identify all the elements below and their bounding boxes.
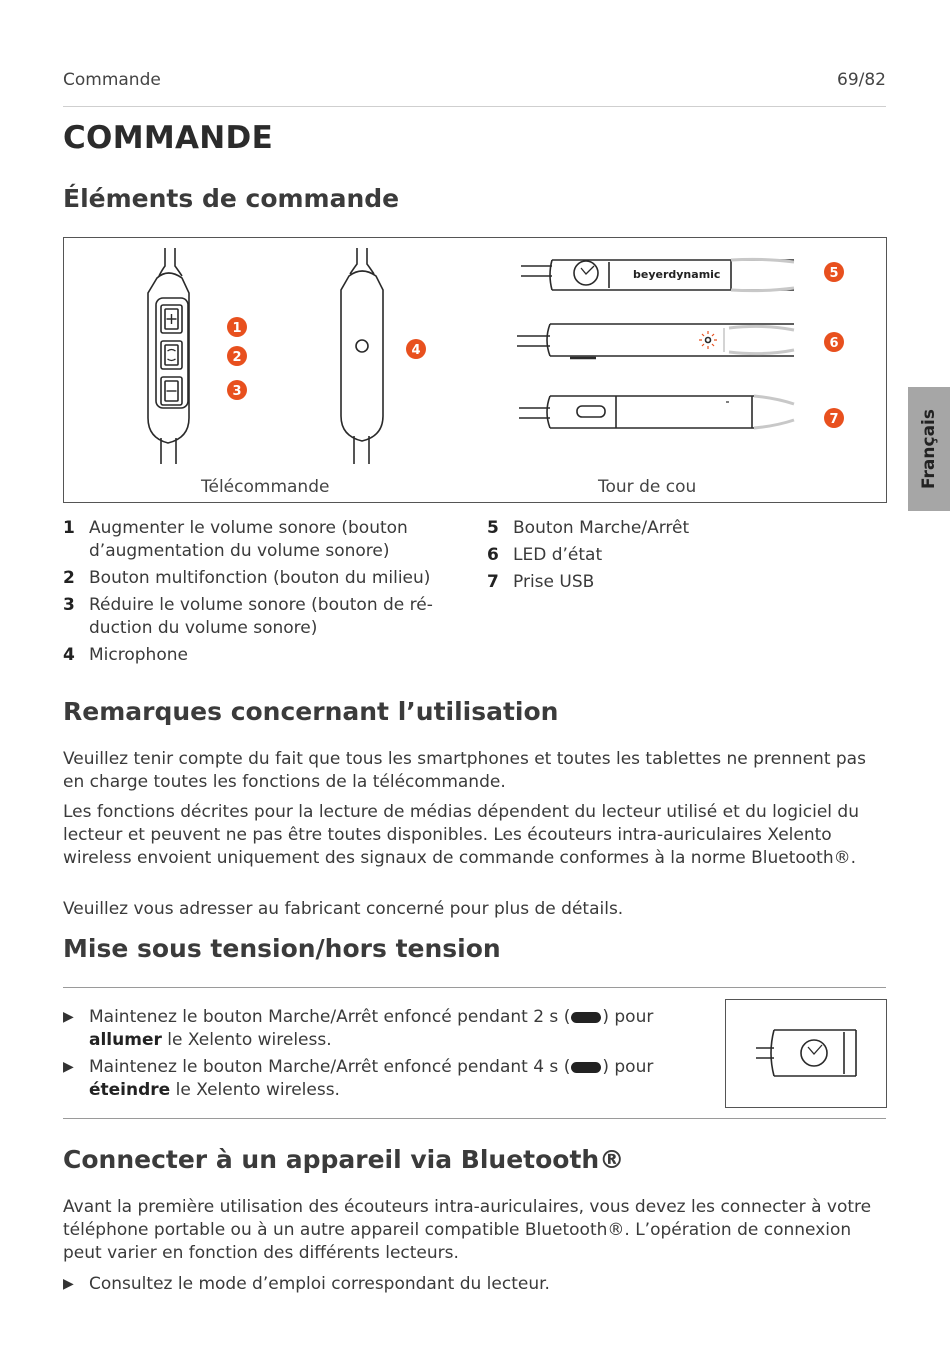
callout-1: 1: [232, 321, 242, 336]
bullet-text: Maintenez le bouton Marche/Arrêt enfoncé pendant 4 s (: [89, 1057, 571, 1077]
power-button-icon: [571, 1062, 601, 1073]
legend-text: Réduire le volume sonore (bouton de réduction du volume sonore): [89, 595, 433, 638]
bullet-text: ) pour: [602, 1057, 654, 1077]
legend-text: Prise USB: [513, 572, 595, 592]
caption-remote: Télécommande: [201, 477, 330, 497]
legend-text: LED d’état: [513, 545, 603, 565]
bullet-text: ) pour: [602, 1007, 654, 1027]
legend-right: [487, 517, 887, 597]
brand-label: beyerdynamic: [633, 268, 721, 281]
bullet-arrow-icon: ▶: [63, 1059, 74, 1075]
power-button-figure: [725, 999, 887, 1108]
legend-left: [63, 517, 463, 677]
bullet-power-off: [63, 1056, 713, 1102]
page-number: 69/82: [837, 70, 886, 90]
bullet-emphasis: éteindre: [89, 1080, 171, 1100]
legend-text: Augmenter le volume sonore (bouton d’augmentation du volume sonore): [89, 518, 408, 561]
bullet-power-on: [63, 1006, 713, 1052]
bullet-text: le Xelento wireless.: [161, 1030, 332, 1050]
heading-tension: Mise sous tension/hors tension: [63, 934, 501, 963]
paragraph: Avant la première utilisation des écouteurs intra-auriculaires, vous devez les connecter à votre téléphone portable ou à un autre appareil compatible Bluetooth®. L’opération de connexion peut varier en fonction des différents lecteurs.: [63, 1197, 872, 1263]
legend-num: 5: [487, 518, 499, 538]
legend-text: Bouton multifonction (bouton du milieu): [89, 568, 431, 588]
heading-elements: Éléments de commande: [63, 184, 400, 213]
caption-neckband: Tour de cou: [598, 477, 697, 497]
paragraph: Les fonctions décrites pour la lecture de médias dépendent du lecteur utilisé et du logiciel du lecteur et peuvent ne pas être toutes disponibles. Les écouteurs intra-auriculaires Xelento wireless envoient uniquement des signaux de commande conformes à la norme Bluetooth®.: [63, 802, 859, 868]
heading-bluetooth: Connecter à un appareil via Bluetooth®: [63, 1145, 625, 1174]
language-tab-label: Français: [919, 409, 939, 489]
callout-7: 7: [829, 412, 839, 427]
callout-6: 6: [829, 336, 839, 351]
legend-text: Bouton Marche/Arrêt: [513, 518, 690, 538]
bullet-consult-manual: [63, 1273, 863, 1297]
bullet-text: Consultez le mode d’emploi correspondant du lecteur.: [89, 1274, 550, 1294]
remote-control-drawing: [148, 248, 189, 464]
bullet-arrow-icon: ▶: [63, 1009, 74, 1025]
power-button-icon: [571, 1012, 601, 1023]
header-divider: [63, 106, 886, 107]
language-tab: [908, 387, 950, 511]
paragraph: Veuillez vous adresser au fabricant concerné pour plus de détails.: [63, 899, 624, 919]
legend-num: 1: [63, 518, 75, 538]
controls-illustration: [64, 238, 886, 502]
callout-4: 4: [411, 343, 421, 358]
microphone-drawing: [341, 248, 383, 464]
heading-remarques: Remarques concernant l’utilisation: [63, 697, 559, 726]
page-title: COMMANDE: [63, 120, 274, 156]
bullet-arrow-icon: ▶: [63, 1276, 74, 1292]
legend-num: 4: [63, 645, 75, 665]
section-divider-bottom: [63, 1118, 886, 1119]
callout-2: 2: [232, 350, 242, 365]
paragraph: Veuillez tenir compte du fait que tous les smartphones et toutes les tablettes ne prennent pas en charge toutes les fonctions de la télécommande.: [63, 749, 866, 792]
legend-num: 6: [487, 545, 499, 565]
running-header-section: Commande: [63, 70, 161, 90]
legend-num: 3: [63, 595, 75, 615]
bullet-text: le Xelento wireless.: [170, 1080, 340, 1100]
legend-text: Microphone: [89, 645, 188, 665]
neckband-drawings: [517, 259, 794, 428]
callout-5: 5: [829, 266, 839, 281]
bullet-emphasis: allumer: [89, 1030, 162, 1050]
bullet-text: Maintenez le bouton Marche/Arrêt enfoncé pendant 2 s (: [89, 1007, 571, 1027]
legend-num: 7: [487, 572, 499, 592]
controls-figure: [63, 237, 887, 503]
callout-3: 3: [232, 384, 242, 399]
legend-num: 2: [63, 568, 75, 588]
section-divider-top: [63, 987, 886, 988]
power-button-illustration: [726, 1000, 886, 1107]
